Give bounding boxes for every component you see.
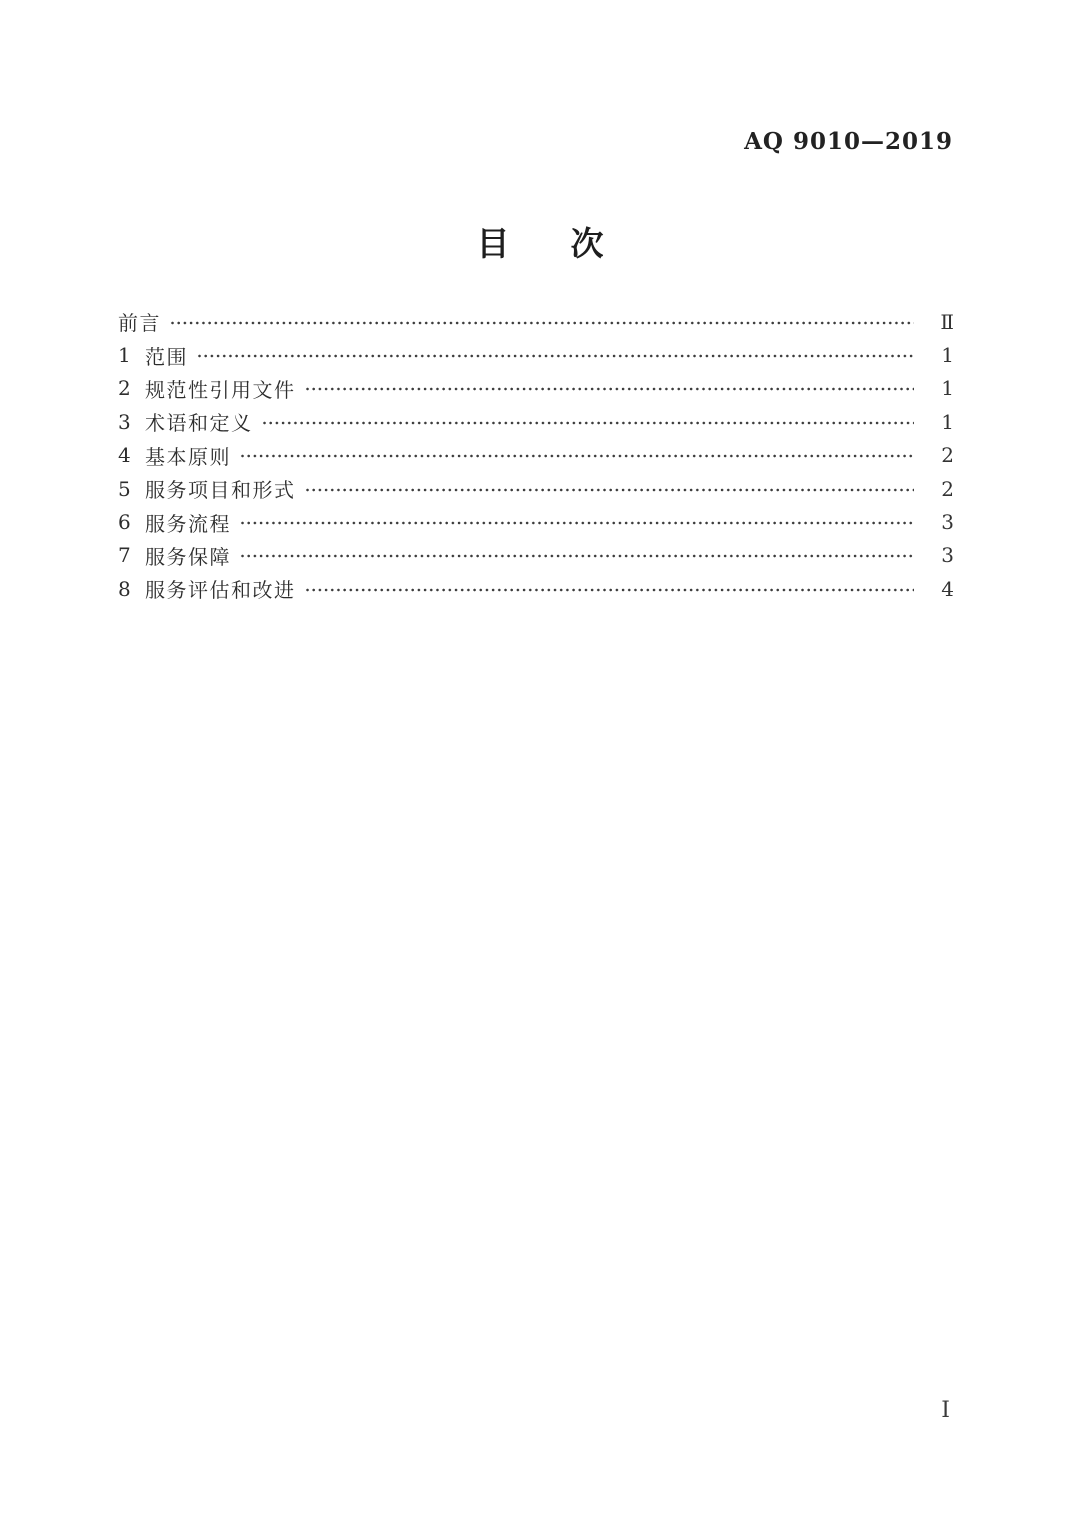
toc-row xyxy=(118,439,954,472)
toc-item-label: 范围 xyxy=(145,344,188,369)
dot-leader-icon xyxy=(170,313,914,333)
toc-list xyxy=(118,305,954,606)
toc-item-number: 1 xyxy=(118,343,131,368)
toc-item-number: 3 xyxy=(118,409,131,434)
toc-row xyxy=(118,338,954,371)
toc-item-page: 3 xyxy=(941,543,954,568)
toc-item-number: 8 xyxy=(118,576,131,601)
toc-item-label: 前言 xyxy=(118,311,161,336)
title-container xyxy=(0,218,1080,265)
toc-item-label: 服务流程 xyxy=(145,511,231,536)
toc-item-number: 5 xyxy=(118,476,131,501)
dot-leader-icon xyxy=(197,346,914,366)
dot-leader-icon xyxy=(305,480,915,500)
toc-row xyxy=(118,572,954,605)
toc-item-label: 术语和定义 xyxy=(145,411,253,436)
footer-page-number: Ⅰ xyxy=(941,1398,950,1423)
toc-row xyxy=(118,305,954,338)
page-title: 目次 xyxy=(476,224,665,263)
toc-item-number: 2 xyxy=(118,376,131,401)
toc-item-page: 1 xyxy=(941,343,954,368)
dot-leader-icon xyxy=(240,446,914,466)
toc-item-number: 6 xyxy=(118,510,131,535)
toc-item-label: 服务评估和改进 xyxy=(145,578,296,603)
toc-row xyxy=(118,405,954,438)
toc-item-label: 基本原则 xyxy=(145,444,231,469)
dot-leader-icon xyxy=(240,546,914,566)
dot-leader-icon xyxy=(240,513,914,533)
toc-item-page: 1 xyxy=(941,376,954,401)
dot-leader-icon xyxy=(262,413,915,433)
dot-leader-icon xyxy=(305,580,915,600)
toc-item-number: 4 xyxy=(118,443,131,468)
toc-item-label: 服务保障 xyxy=(145,544,231,569)
toc-item-label: 规范性引用文件 xyxy=(145,377,296,402)
standard-code: AQ 9010—2019 xyxy=(744,128,953,155)
toc-item-label: 服务项目和形式 xyxy=(145,478,296,503)
toc-item-page: 2 xyxy=(941,476,954,501)
toc-item-page: Ⅱ xyxy=(940,309,954,334)
toc-row xyxy=(118,539,954,572)
toc-row xyxy=(118,372,954,405)
toc-row xyxy=(118,472,954,505)
toc-item-page: 3 xyxy=(941,510,954,535)
toc-item-page: 4 xyxy=(941,576,954,601)
toc-item-page: 1 xyxy=(941,409,954,434)
toc-row xyxy=(118,505,954,538)
toc-item-number: 7 xyxy=(118,543,131,568)
dot-leader-icon xyxy=(305,379,915,399)
toc-item-page: 2 xyxy=(941,443,954,468)
